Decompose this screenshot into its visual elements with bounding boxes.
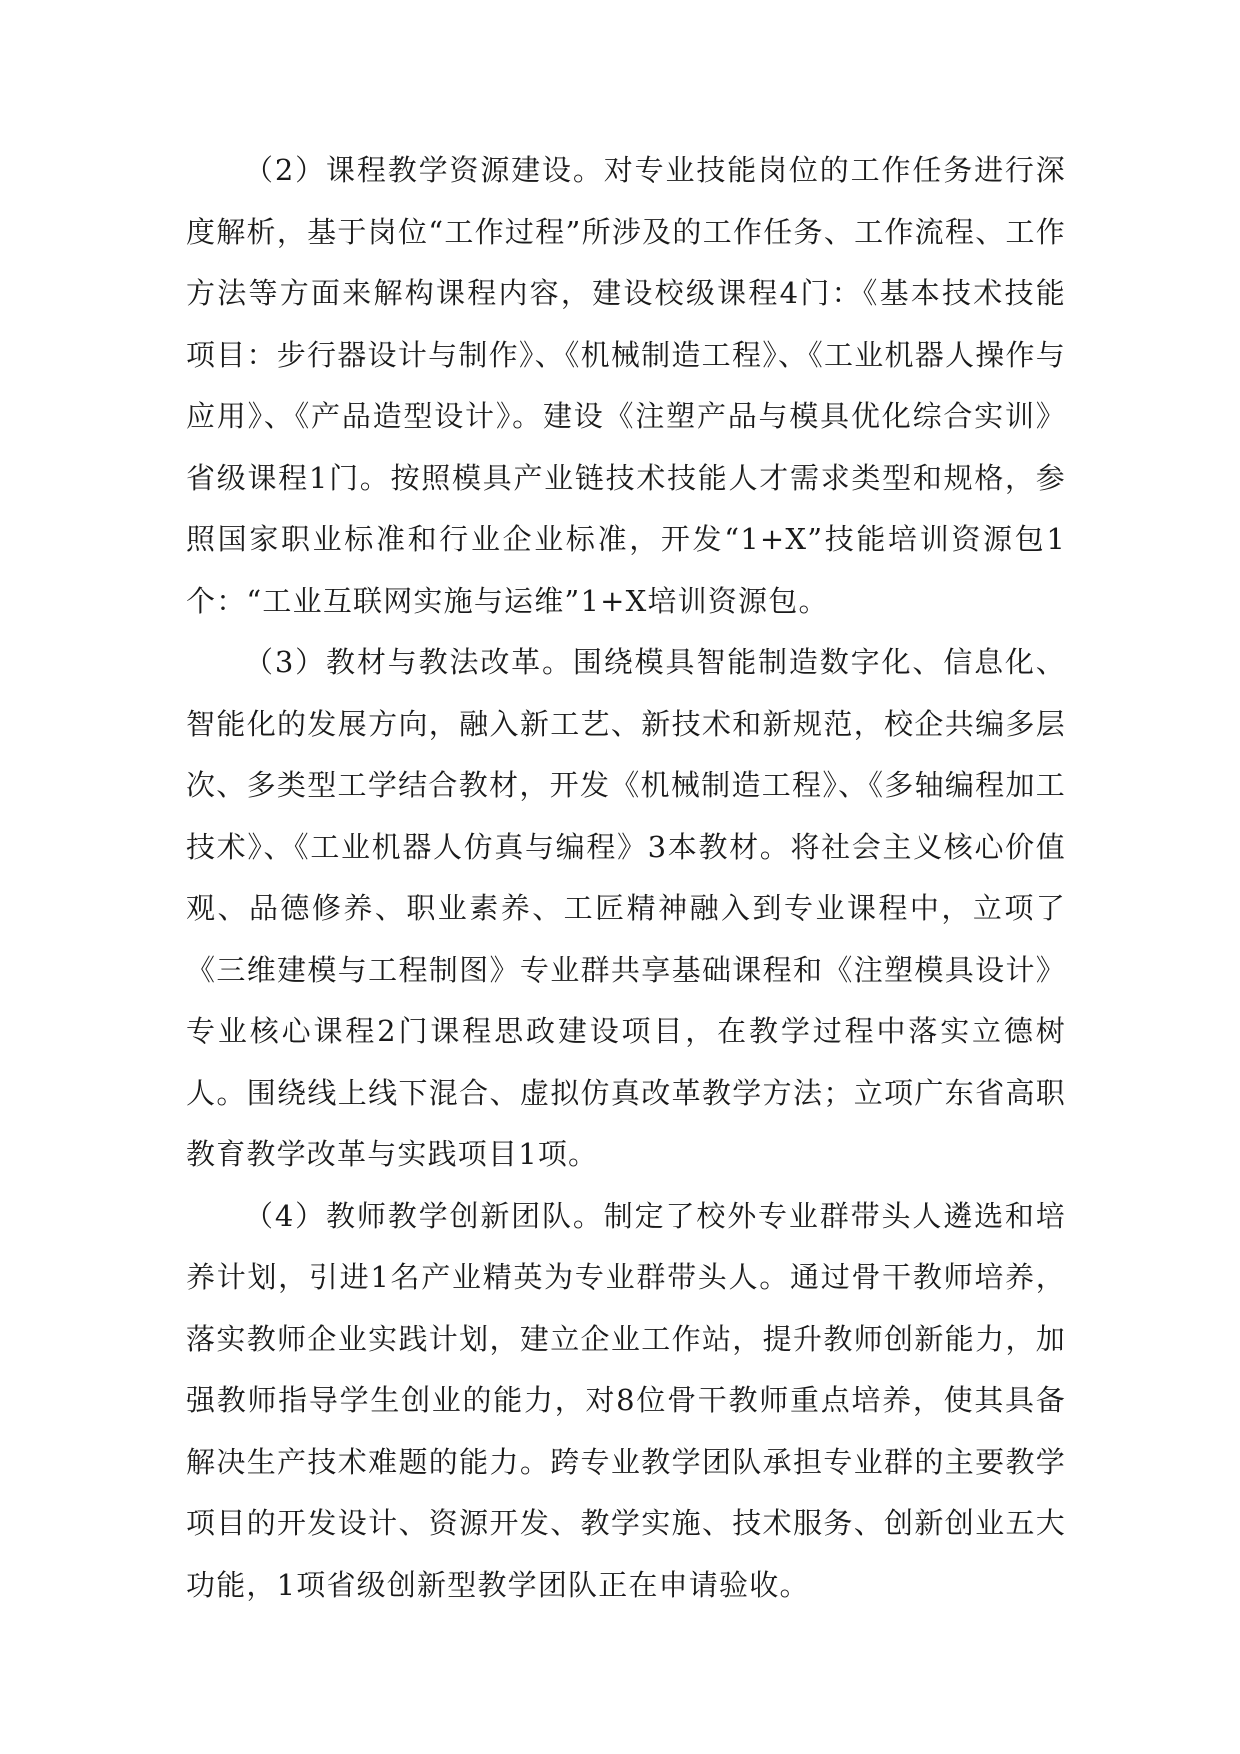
paragraph-teaching-team: （4）教师教学创新团队。制定了校外专业群带头人遴选和培养计划，引进1名产业精英为专业群带头人。通过骨干教师培养，落实教师企业实践计划，建立企业工作站，提升教师创新能力，加强教师指导学生创业的能力，对8位骨干教师重点培养，使其具备解决生产技术难题的能力。跨专业教学团队承担专业群的主要教学项目的开发设计、资源开发、教学实施、技术服务、创新创业五大功能，1项省级创新型教学团队正在申请验收。 <box>186 1198 1066 1602</box>
paragraph-textbook-reform: （3）教材与教法改革。围绕模具智能制造数字化、信息化、智能化的发展方向，融入新工艺、新技术和新规范，校企共编多层次、多类型工学结合教材，开发《机械制造工程》、《多轴编程加工技术》、《工业机器人仿真与编程》3本教材。将社会主义核心价值观、品德修养、职业素养、工匠精神融入到专业课程中，立项了《三维建模与工程制图》专业群共享基础课程和《注塑模具设计》专业核心课程2门课程思政建设项目，在教学过程中落实立德树人。围绕线上线下混合、虚拟仿真改革教学方法；立项广东省高职教育教学改革与实践项目1项。 <box>186 645 1066 1171</box>
document-body <box>186 140 1066 1616</box>
paragraph-course-resources: （2）课程教学资源建设。对专业技能岗位的工作任务进行深度解析，基于岗位“工作过程”所涉及的工作任务、工作流程、工作方法等方面来解构课程内容，建设校级课程4门：《基本技术技能项目：步行器设计与制作》、《机械制造工程》、《工业机器人操作与应用》、《产品造型设计》。建设《注塑产品与模具优化综合实训》省级课程1门。按照模具产业链技术技能人才需求类型和规格，参照国家职业标准和行业企业标准，开发“1+X”技能培训资源包1个：“工业互联网实施与运维”1+X培训资源包。 <box>186 153 1066 618</box>
